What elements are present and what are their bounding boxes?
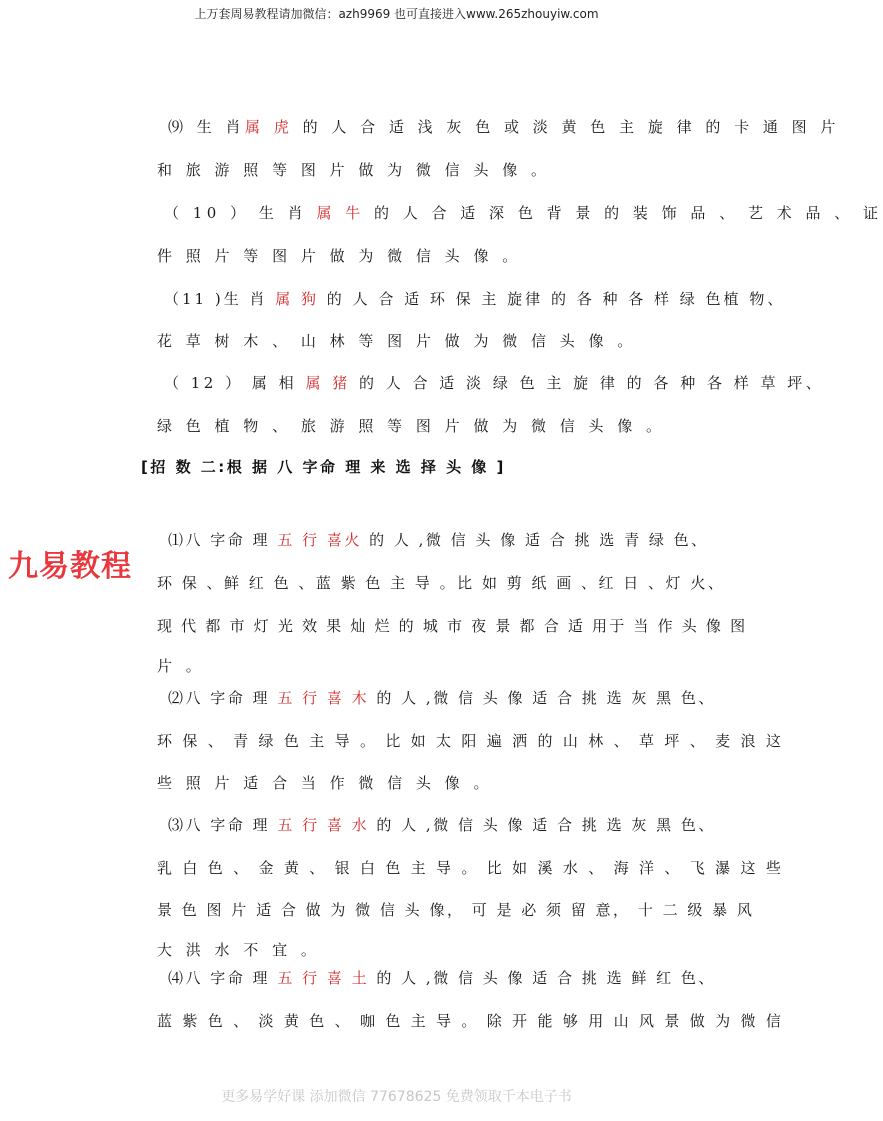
p9-line-1 [168, 117, 840, 137]
water-prefix: ⑶八 字命 理 [168, 816, 278, 834]
fire-line-3: 现 代 都 市 灯 光 效 果 灿 烂 的 城 市 夜 景 都 合 适 用于 当 作 头 像 图 [157, 617, 748, 635]
p11-prefix: （11 )生 肖 [164, 290, 276, 308]
wood-suffix: 的 人 ,微 信 头 像 适 合 挑 选 灰 黑 色、 [369, 689, 716, 707]
p12-line-1 [164, 373, 824, 393]
page-header: 上万套周易教程请加微信：azh9969 也可直接进入www.265zhouyiw.com [194, 7, 599, 21]
p11-line-1 [164, 289, 785, 309]
p10-line-2: 件 照 片 等 图 片 做 为 微 信 头 像 。 [157, 247, 522, 265]
p10-suffix: 的 人 合 适 深 色 背 景 的 装 饰 品 、 艺 术 品 、 证 [364, 204, 883, 222]
wood-element-highlight: 五 行 喜 木 [277, 689, 370, 707]
earth-element-highlight: 五 行 喜 土 [277, 969, 370, 987]
earth-line-1 [168, 968, 716, 988]
earth-suffix: 的 人 ,微 信 头 像 适 合 挑 选 鲜 红 色、 [369, 969, 716, 987]
wood-line-3: 些 照 片 适 合 当 作 微 信 头 像 。 [157, 774, 493, 792]
fire-line-4: 片 。 [157, 657, 206, 675]
p11-zodiac-highlight: 属 狗 [275, 290, 320, 308]
water-line-2: 乳 白 色 、 金 黄 、 银 白 色 主 导 。 比 如 溪 水 、 海 洋 、 飞 瀑 这 些 [157, 859, 784, 877]
water-element-highlight: 五 行 喜 水 [277, 816, 370, 834]
p10-line-1 [164, 203, 883, 223]
water-line-4: 大 洪 水 不 宜 。 [157, 941, 321, 959]
p10-zodiac-highlight: 属 牛 [316, 204, 365, 222]
fire-prefix: ⑴八 字命 理 [168, 531, 278, 549]
section-heading: [招 数 二:根 据 八 字命 理 来 选 择 头 像 ] [141, 458, 506, 476]
earth-line-2: 蓝 紫 色 、 淡 黄 色 、 咖 色 主 导 。 除 开 能 够 用 山 风 景 做 为 微 信 [157, 1012, 784, 1030]
p11-suffix: 的 人 合 适 环 保 主 旋律 的 各 种 各 样 绿 色植 物、 [319, 290, 786, 308]
p9-line-2: 和 旅 游 照 等 图 片 做 为 微 信 头 像 。 [157, 161, 551, 179]
p12-zodiac-highlight: 属 猪 [305, 374, 351, 392]
wood-line-1 [168, 688, 716, 708]
p9-suffix: 的 人 合 适 浅 灰 色 或 淡 黄 色 主 旋 律 的 卡 通 图 片 [293, 118, 840, 136]
p9-zodiac-highlight: 属 虎 [245, 118, 294, 136]
wood-prefix: ⑵八 字命 理 [168, 689, 278, 707]
p9-prefix: ⑼ 生 肖 [168, 118, 246, 136]
fire-suffix: 的 人 ,微 信 头 像 适 合 挑 选 青 绿 色、 [361, 531, 709, 549]
p12-prefix: （ 12 ） 属 相 [164, 374, 306, 392]
p10-prefix: （ 10 ） 生 肖 [164, 204, 317, 222]
fire-element-highlight: 五 行 喜火 [277, 531, 362, 549]
p12-line-2: 绿 色 植 物 、 旅 游 照 等 图 片 做 为 微 信 头 像 。 [157, 417, 666, 435]
water-suffix: 的 人 ,微 信 头 像 适 合 挑 选 灰 黑 色、 [369, 816, 716, 834]
fire-line-2: 环 保 、鲜 红 色 、蓝 紫 色 主 导 。比 如 剪 纸 画 、红 日 、灯 火、 [157, 574, 726, 592]
water-line-3: 景 色 图 片 适 合 做 为 微 信 头 像， 可 是 必 须 留 意， 十 二 级 暴 风 [157, 901, 755, 919]
p11-line-2: 花 草 树 木 、 山 林 等 图 片 做 为 微 信 头 像 。 [157, 332, 637, 350]
fire-line-1 [168, 530, 709, 550]
page-footer: 更多易学好课 添加微信 77678625 免费领取千本电子书 [221, 1089, 572, 1105]
earth-prefix: ⑷八 字命 理 [168, 969, 278, 987]
watermark-logo: 九易教程 [8, 549, 132, 584]
wood-line-2: 环 保 、 青 绿 色 主 导 。 比 如 太 阳 遍 洒 的 山 林 、 草 坪 、 麦 浪 这 [157, 732, 784, 750]
water-line-1 [168, 815, 716, 835]
p12-suffix: 的 人 合 适 淡 绿 色 主 旋 律 的 各 种 各 样 草 坪、 [350, 374, 825, 392]
